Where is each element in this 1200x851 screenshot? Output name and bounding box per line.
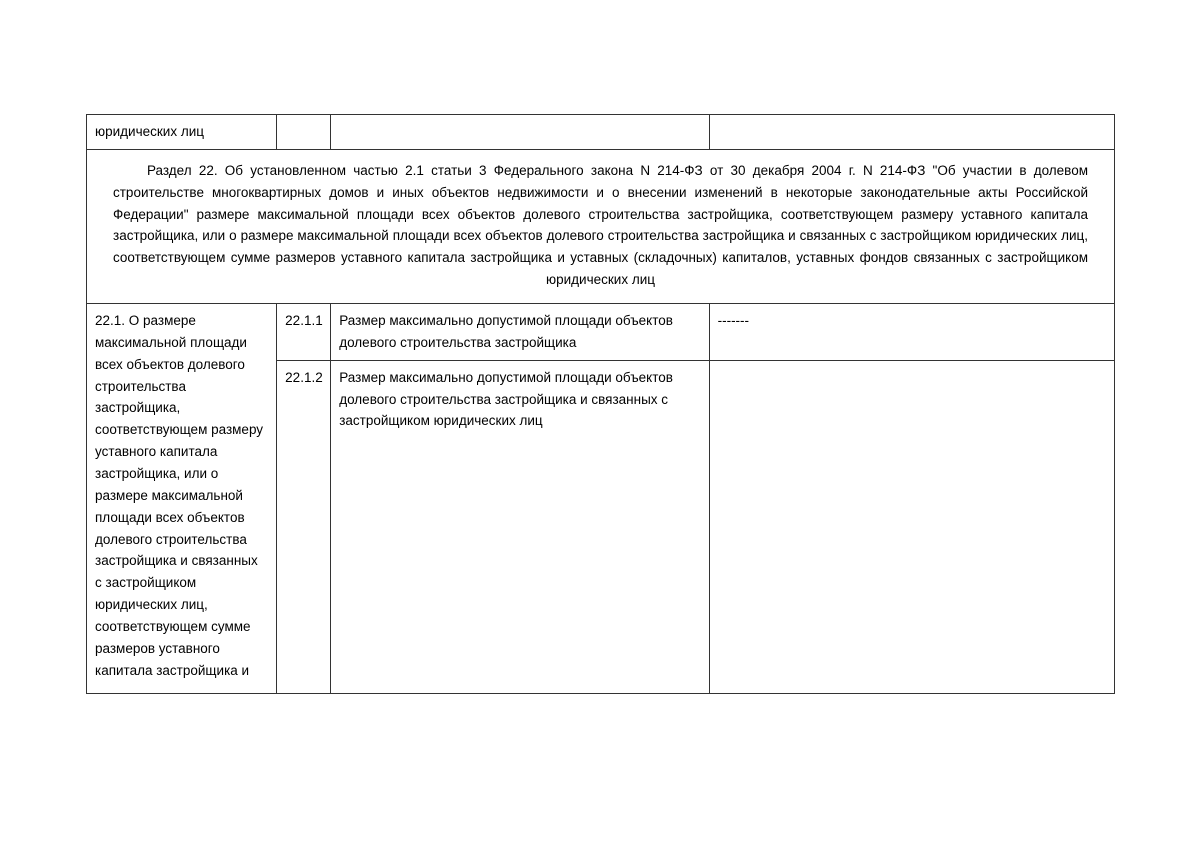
declaration-table bbox=[86, 114, 1115, 694]
row-description-cell: Размер максимально допустимой площади объектов долевого строительства застройщика bbox=[331, 304, 709, 361]
row-description-cell: Размер максимально допустимой площади объектов долевого строительства застройщика и связанных с застройщиком юридических лиц bbox=[331, 360, 709, 694]
row-label-cell: 22.1. О размере максимальной площади всех объектов долевого строительства застройщика, соответствующем размеру уставного капитала застройщика, или о размере максимальной площади всех объектов долевого строительства застройщика и связанных с застройщиком юридических лиц, соответствующем сумме размеров уставного капитала застройщика и bbox=[87, 304, 277, 694]
row-number-cell: 22.1.2 bbox=[277, 360, 331, 694]
row-value-cell: ------- bbox=[709, 304, 1114, 361]
row-description-cell bbox=[331, 115, 709, 150]
table-row bbox=[87, 304, 1115, 361]
section-heading-row bbox=[87, 149, 1115, 303]
section-heading-cell bbox=[87, 149, 1115, 303]
row-label-cell: юридических лиц bbox=[87, 115, 277, 150]
row-value-cell bbox=[709, 115, 1114, 150]
row-value-cell bbox=[709, 360, 1114, 694]
section-heading-text: Раздел 22. Об установленном частью 2.1 статьи 3 Федерального закона N 214-ФЗ от 30 декабря 2004 г. N 214-ФЗ "Об участии в долевом строительстве многоквартирных домов и иных объектов недвижимости и о внесении изменений в некоторые законодательные акты Российской Федерации" размере максимальной площади всех объектов долевого строительства застройщика, соответствующем размеру уставного капитала застройщика, или о размере максимальной площади всех объектов долевого строительства застройщика и связанных с застройщиком юридических лиц, соответствующем сумме размеров уставного капитала застройщика и уставных (складочных) капиталов, уставных фондов связанных с застройщиком юридических лиц bbox=[113, 162, 1088, 288]
row-number-cell: 22.1.1 bbox=[277, 304, 331, 361]
table-row bbox=[87, 115, 1115, 150]
row-number-cell bbox=[277, 115, 331, 150]
